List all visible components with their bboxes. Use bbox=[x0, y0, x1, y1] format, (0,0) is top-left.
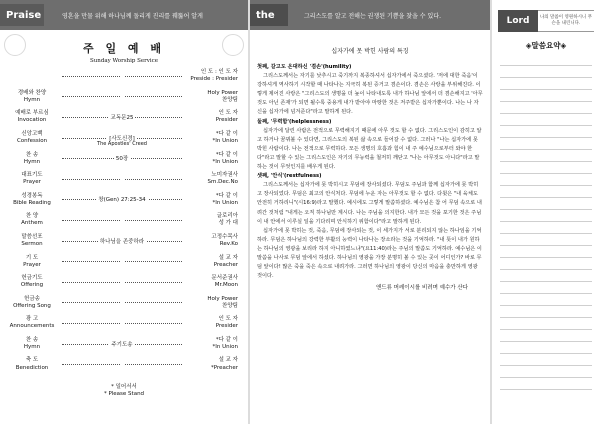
service-subtitle: Sunday Worship Service bbox=[90, 58, 158, 64]
order-item-detail: 교독문25 bbox=[58, 113, 186, 122]
note-line bbox=[500, 54, 592, 66]
order-item-name: 헌금기도 Offering bbox=[20, 275, 44, 289]
order-item-name: 광 고 Announcements bbox=[9, 316, 55, 330]
order-item-leader: 고정수목사 Rev.Ko bbox=[211, 233, 238, 248]
order-row bbox=[6, 210, 242, 231]
order-item-name: 기 도 Prayer bbox=[23, 254, 41, 268]
order-item-name: 예배로 부르심 Invocation bbox=[15, 110, 49, 124]
order-item-leader: 설 교 자 Preacher bbox=[213, 254, 238, 268]
order-item-leader: *다 같 이 *In Union bbox=[212, 336, 238, 351]
order-item-leader: 문서준권사 Mr.Moon bbox=[211, 275, 238, 289]
lord-band bbox=[498, 10, 594, 32]
sermon-panel bbox=[250, 0, 490, 424]
order-item-name: 찬 송 Hymn bbox=[23, 336, 41, 351]
praise-verse: 영혼을 만물 위해 하나님께 돌리게 진리를 꿰뚫어 알게 bbox=[62, 12, 203, 20]
order-item-leader: *다 같 이 *In Union bbox=[212, 130, 238, 145]
note-line bbox=[500, 150, 592, 162]
order-row bbox=[6, 231, 242, 252]
note-line bbox=[500, 258, 592, 270]
section-paragraph: 그리스도께서는 자기를 낮추시고 죽기까지 복종하셔서 십자가에서 죽으셨다. '저에 대한 죽음'이 강하셔게 역사하기 시작할 때 나타나는 지극히 복된 증거고 겸손이다. 겸손은 사랑을 부위해진다. 이렇게 제어진 사랑은 "그리스도의 생명을 더 높이 나타내도록 내가 하나님 앞에서 더 겸손해지고 '아무것도 아닌 존재'가 되면 될수록 중용게 내가 받아야 마땅한 것은 저주받은 십자가뿐이다. 나는 나 자신을 십자가에 넘겨준다"라고 말하게 된다. bbox=[257, 73, 483, 116]
order-item-leader: 노미자권사 Sm.Dec.No bbox=[207, 172, 238, 186]
stand-note-korean: * 일어서서 bbox=[111, 384, 137, 390]
order-item-detail bbox=[58, 298, 186, 307]
sermon-footer: 앤드류 머레이시를 비려며 예수가 산다 bbox=[375, 285, 468, 292]
the-verse: 그리스도를 알고 전해는 권쟁된 기쁨을 찾을 수 있다. bbox=[304, 12, 441, 20]
order-row bbox=[6, 313, 242, 334]
worship-order-panel bbox=[0, 0, 248, 424]
note-lines bbox=[500, 54, 592, 390]
note-line bbox=[500, 114, 592, 126]
order-item-detail bbox=[58, 175, 186, 184]
order-row bbox=[6, 107, 242, 128]
section-paragraph: 그리스도께서는 십자가에 못 박히시고 무덤에 장사되셨다. 무덤도 주님과 함께 십자가에 못 박히고 장사되었다. 무덤은 최고의 안식처다. 무덤에 누운 자는 아무것도 할 수 없다. 다윗은 "내 육체도 안전히 거하리니"(시16:9)라고 말했다. 예시에도 그렇게 말씀하셨다. 예수님은 참 어 무덤 속으로 내려간 것처럼 "내게는 오직 하나님만 계시다. 나는 주님을 의지한다. 내가 모든 것을 포기한 것은 주님이 내 안에서 이루실 일을 기다리며 안식하기 위함이다"라고 말하게 된다. bbox=[257, 182, 482, 225]
stand-note-english: * Please Stand bbox=[103, 391, 145, 398]
the-band bbox=[250, 0, 490, 30]
order-row bbox=[6, 334, 242, 355]
flourish-ornament-icon bbox=[222, 34, 244, 56]
order-item-leader: *다 같 이 *In Union bbox=[212, 192, 238, 206]
lord-tag: Lord bbox=[498, 10, 538, 32]
order-row bbox=[6, 87, 242, 108]
order-item-detail bbox=[58, 319, 186, 328]
section-paragraph: 십자가에 달린 사람은 전적으로 무력해지기 때문에 아무 것도 할 수 없다. 그리스도인이 감히고 알고 하거나 꿈꿔볼 수 있다면, 그리스도의 복된 삶 속으로 들어갈 수 없다. 그러나 "나는 십자가에 못 박힌 사람이다. 나는 전적으로 무력하다. 모든 생명의 호흡과 힘이 내 주 예수님으로부터 와야 한다"라고 말할 수 있는 그리스도인은 자기의 무능력을 철저히 깨닫고 "나는 아무것도 아니다"라고 말하는 것이 무엇인지를 배우게 된다. bbox=[257, 127, 482, 171]
order-item-leader: 인 도 자 Presider bbox=[215, 316, 238, 330]
note-line bbox=[500, 354, 592, 366]
stand-note bbox=[0, 384, 248, 399]
order-item-detail bbox=[58, 278, 186, 287]
order-row bbox=[6, 272, 242, 293]
order-item-detail: 하나님을 존중하라 bbox=[58, 237, 186, 246]
order-row bbox=[6, 293, 242, 314]
note-line bbox=[500, 162, 592, 174]
order-item-name: 대표기도 Prayer bbox=[21, 172, 43, 186]
order-item-name: 경배와 찬양 Hymn bbox=[17, 89, 47, 103]
order-row bbox=[6, 169, 242, 190]
section-heading: 셋째, '안식'(restfulness) bbox=[257, 173, 322, 180]
note-line bbox=[500, 126, 592, 138]
sermon-title: 십자가에 못 박힌 사람의 특징 bbox=[331, 48, 409, 55]
note-line bbox=[500, 330, 592, 342]
order-row bbox=[6, 66, 242, 87]
note-line bbox=[500, 138, 592, 150]
order-item-name: 헌금송 Offering Song bbox=[13, 295, 51, 309]
section-paragraph: 십자가에 못 박히는 것, 죽음, 무덤에 장사되는 것, 이 세가지가 서로 분리되지 않는 하나임을 기억하라. 무덤은 하나님의 강력한 부활의 능력이 나타나는 장소라는 것을 기억하라. "내 뜻이 내가 원하는 하나님의 영광을 보리라 하지 아니하였느냐"(요11:40)라는 주님의 말씀도 기억하라. 예수님은 이 말씀을 나사로 무덤 앞에서 하셨다. 하나님의 영광을 가장 분명히 볼 수 있는 곳이 어디인가? 바로 무덤 앞이다! 많은 죽을 죽은 속으로 내려가라. 그러면 하나님의 영광이 당신의 마음을 충만하게 영광 것이다. bbox=[257, 227, 482, 280]
order-item-leader: 인 도 : 인 도 자 Preside : Presider bbox=[190, 69, 238, 83]
order-item-detail: 창(Gen) 27:25-34 bbox=[58, 195, 186, 204]
worship-order-list bbox=[6, 66, 242, 375]
note-line bbox=[500, 270, 592, 282]
order-item-detail bbox=[58, 257, 186, 266]
order-item-leader: 인 도 자 Presider bbox=[215, 110, 238, 124]
order-item-name: 신앙고백 Confession bbox=[16, 130, 48, 145]
order-item-name: 말씀선포 Sermon bbox=[21, 233, 43, 248]
praise-tag: Praise bbox=[0, 4, 44, 26]
section-heading: 둘째, '무력함'(helplessness) bbox=[257, 118, 332, 125]
note-line bbox=[500, 342, 592, 354]
order-item-detail: [사도신경] bbox=[58, 134, 186, 143]
order-row bbox=[6, 128, 242, 149]
order-item-leader: Holy Power 찬양팀 bbox=[207, 89, 238, 103]
lord-verse: 나의 말씀이 영원하시니 무슨을 내린니다. bbox=[538, 10, 594, 32]
note-line bbox=[500, 66, 592, 78]
note-line bbox=[500, 282, 592, 294]
order-item-detail bbox=[58, 72, 186, 81]
sermon-body bbox=[250, 63, 490, 281]
order-item-leader: *다 같 이 *In Union bbox=[212, 151, 238, 165]
note-line bbox=[500, 198, 592, 210]
note-line bbox=[500, 294, 592, 306]
note-line bbox=[500, 174, 592, 186]
praise-band bbox=[0, 0, 248, 30]
note-line bbox=[500, 366, 592, 378]
service-title: 주 일 예 배 bbox=[83, 42, 165, 55]
note-line bbox=[500, 102, 592, 114]
the-tag: the bbox=[250, 4, 288, 26]
order-item-leader: Holy Power 찬양팀 bbox=[207, 295, 238, 309]
flourish-ornament-icon bbox=[4, 34, 26, 56]
order-item-detail bbox=[58, 92, 186, 101]
note-line bbox=[500, 378, 592, 390]
order-row bbox=[6, 148, 242, 169]
note-line bbox=[500, 210, 592, 222]
note-line bbox=[500, 318, 592, 330]
order-item-name: 축 도 Benediction bbox=[15, 357, 49, 371]
note-line bbox=[500, 186, 592, 198]
order-item-leader: 글로리아 성 가 대 bbox=[216, 213, 238, 227]
order-item-detail: 주기도송 bbox=[58, 340, 186, 349]
order-item-detail-sub: The Apostles' Creed bbox=[97, 140, 147, 147]
note-line bbox=[500, 234, 592, 246]
order-item-name: 성경봉독 Bible Reading bbox=[13, 192, 51, 206]
note-line bbox=[500, 90, 592, 102]
notes-panel bbox=[492, 0, 600, 424]
sermon-summary-heading: ◈말씀요약◈ bbox=[525, 41, 567, 50]
section-heading: 첫째, 갈고도 온대하신 '겸손'(humility) bbox=[257, 64, 352, 70]
order-row bbox=[6, 354, 242, 375]
order-item-name: 찬 양 Anthem bbox=[21, 213, 43, 227]
order-item-detail bbox=[58, 360, 186, 369]
order-item-detail: 50장 bbox=[58, 154, 186, 163]
order-item-detail bbox=[58, 216, 186, 225]
order-item-name: 찬 송 Hymn bbox=[23, 151, 41, 165]
note-line bbox=[500, 222, 592, 234]
note-line bbox=[500, 78, 592, 90]
order-item-leader: 설 교 자 *Preacher bbox=[210, 357, 238, 371]
order-row bbox=[6, 251, 242, 272]
order-row bbox=[6, 190, 242, 211]
note-line bbox=[500, 306, 592, 318]
note-line bbox=[500, 246, 592, 258]
